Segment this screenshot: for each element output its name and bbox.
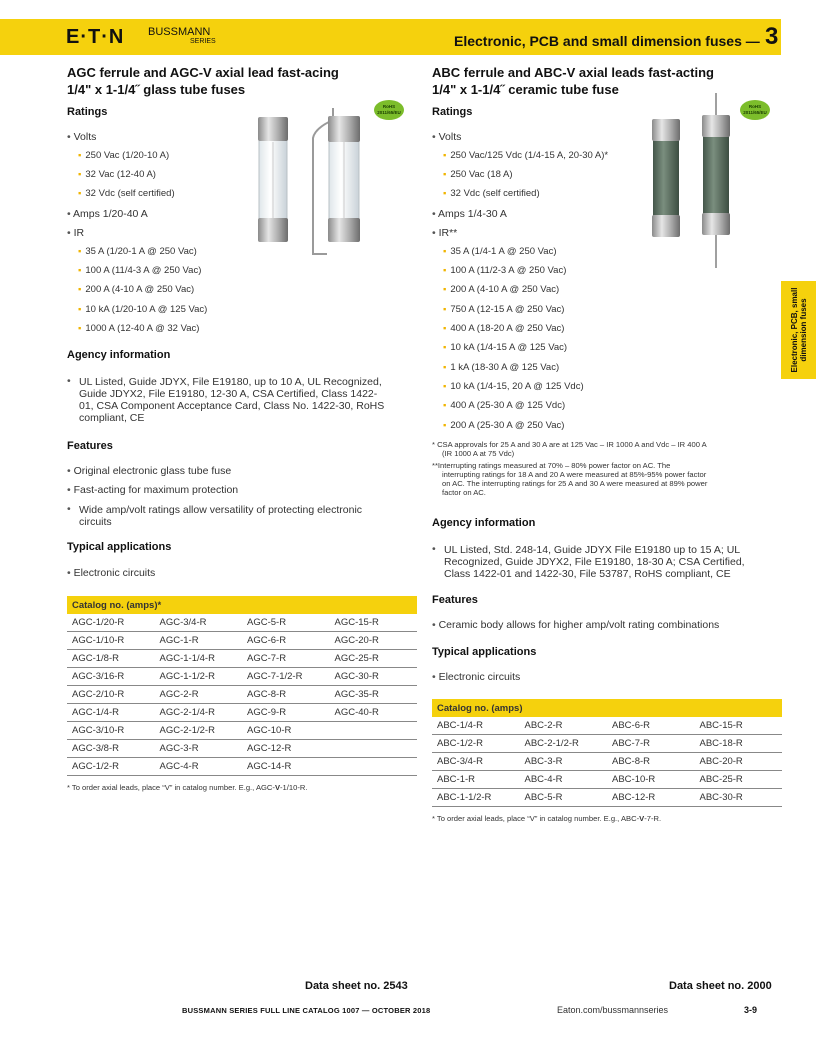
table-cell: AGC-14-R xyxy=(242,758,330,776)
left-ir-item: ▪ 10 kA (1/20-10 A @ 125 Vac) xyxy=(78,304,208,315)
left-rohs-badge: RoHS 2011/65/EU xyxy=(374,100,404,120)
table-cell: ABC-5-R xyxy=(520,789,608,807)
right-ir-item: ▪ 200 A (25-30 A @ 250 Vac) xyxy=(443,420,565,431)
left-feature-item: • Fast-acting for maximum protection xyxy=(67,484,239,496)
table-cell: AGC-2/10-R xyxy=(67,686,155,704)
table-cell: AGC-1/8-R xyxy=(67,650,155,668)
table-cell: AGC-1/20-R xyxy=(67,614,155,632)
left-ir-item: ▪ 1000 A (12-40 A @ 32 Vac) xyxy=(78,323,200,334)
table-cell: AGC-3/4-R xyxy=(155,614,243,632)
left-volts-item: ▪ 250 Vac (1/20-10 A) xyxy=(78,150,170,161)
left-volts: • Volts xyxy=(67,131,97,143)
table-cell: AGC-1-1/2-R xyxy=(155,668,243,686)
table-header: Catalog no. (amps) xyxy=(432,699,782,717)
table-cell: AGC-3/8-R xyxy=(67,740,155,758)
table-cell xyxy=(330,758,418,776)
agc-ferrule-fuse xyxy=(258,117,288,242)
right-volts-item: ▪ 32 Vdc (self certified) xyxy=(443,188,540,199)
section-number: 3 xyxy=(765,23,779,50)
right-ir-item: ▪ 10 kA (1/4-15, 20 A @ 125 Vdc) xyxy=(443,381,584,392)
left-features-heading: Features xyxy=(67,440,113,452)
right-agency-bullet: • xyxy=(432,543,436,555)
table-row xyxy=(67,758,417,776)
table-cell xyxy=(330,722,418,740)
right-ir: • IR** xyxy=(432,227,458,239)
agc-v-axial-fuse xyxy=(313,108,360,254)
table-row xyxy=(67,686,417,704)
left-datasheet-number: Data sheet no. 2543 xyxy=(305,980,408,992)
right-ir-item: ▪ 400 A (25-30 A @ 125 Vdc) xyxy=(443,400,566,411)
abc-fuse-image xyxy=(645,93,735,268)
right-volts: • Volts xyxy=(432,131,462,143)
left-application-item: • Electronic circuits xyxy=(67,567,156,579)
table-row xyxy=(67,704,417,722)
abc-catalog-table xyxy=(432,699,782,807)
right-title-line1: ABC ferrule and ABC-V axial leads fast-acting xyxy=(432,65,714,80)
table-cell: ABC-12-R xyxy=(607,789,695,807)
table-cell: ABC-2-R xyxy=(520,717,608,735)
table-cell: ABC-3-R xyxy=(520,753,608,771)
table-row xyxy=(67,614,417,632)
left-table-note: * To order axial leads, place “V” in catalog number. E.g., AGC-V-1/10-R. xyxy=(67,783,308,792)
table-cell: AGC-1/10-R xyxy=(67,632,155,650)
right-ir-item: ▪ 750 A (12-15 A @ 250 Vac) xyxy=(443,304,565,315)
agc-catalog-table xyxy=(67,596,417,776)
left-agency-heading: Agency information xyxy=(67,349,171,361)
table-cell: AGC-1/4-R xyxy=(67,704,155,722)
left-feature-item: • Original electronic glass tube fuse xyxy=(67,465,232,477)
right-ir-item: ▪ 10 kA (1/4-15 A @ 125 Vac) xyxy=(443,342,568,353)
table-cell: AGC-1-R xyxy=(155,632,243,650)
right-title-line2: 1/4" x 1-1/4˝ ceramic tube fuse xyxy=(432,82,619,97)
right-ir-item: ▪ 400 A (18-20 A @ 250 Vac) xyxy=(443,323,565,334)
right-agency-text: UL Listed, Std. 248-14, Guide JDYX File E19180 up to 15 A; UL Recognized, Guide JDYX2, File E19180, 18-30 A; CSA Certified, Class 1422-01 and 1422-30, File 53787, RoHS compliant, CE xyxy=(444,544,745,580)
side-tab-label: Electronic, PCB, small dimension fuses xyxy=(789,287,808,373)
table-row xyxy=(67,650,417,668)
table-cell: ABC-18-R xyxy=(695,735,783,753)
table-cell: AGC-8-R xyxy=(242,686,330,704)
section-title: Electronic, PCB and small dimension fuses — xyxy=(454,33,760,49)
table-cell: AGC-10-R xyxy=(242,722,330,740)
table-cell: ABC-15-R xyxy=(695,717,783,735)
table-cell: AGC-25-R xyxy=(330,650,418,668)
table-cell: ABC-2-1/2-R xyxy=(520,735,608,753)
right-ir-item: ▪ 100 A (11/2-3 A @ 250 Vac) xyxy=(443,265,567,276)
left-ir-item: ▪ 35 A (1/20-1 A @ 250 Vac) xyxy=(78,246,197,257)
table-cell: ABC-3/4-R xyxy=(432,753,520,771)
table-cell: AGC-20-R xyxy=(330,632,418,650)
left-agency-bullet: • xyxy=(67,375,71,387)
right-volts-item: ▪ 250 Vac (18 A) xyxy=(443,169,513,180)
right-ir-item: ▪ 200 A (4-10 A @ 250 Vac) xyxy=(443,284,560,295)
page-number: 3-9 xyxy=(744,1005,758,1015)
table-row xyxy=(432,771,782,789)
table-cell: AGC-12-R xyxy=(242,740,330,758)
table-cell: AGC-40-R xyxy=(330,704,418,722)
left-volts-item: ▪ 32 Vac (12-40 A) xyxy=(78,169,156,180)
table-cell: AGC-3/10-R xyxy=(67,722,155,740)
right-ir-item: ▪ 1 kA (18-30 A @ 125 Vac) xyxy=(443,362,560,373)
right-ratings-heading: Ratings xyxy=(432,106,473,118)
abc-v-axial-fuse xyxy=(702,93,730,268)
table-cell: ABC-7-R xyxy=(607,735,695,753)
agc-fuse-image xyxy=(255,108,375,258)
table-cell: ABC-1-R xyxy=(432,771,520,789)
table-cell: ABC-8-R xyxy=(607,753,695,771)
table-cell: AGC-7-R xyxy=(242,650,330,668)
table-cell: AGC-35-R xyxy=(330,686,418,704)
table-cell: AGC-3/16-R xyxy=(67,668,155,686)
table-cell: ABC-4-R xyxy=(520,771,608,789)
footer-catalog: BUSSMANN SERIES FULL LINE CATALOG 1007 — OCTOBER 2018 xyxy=(182,1006,431,1015)
table-cell: AGC-1/2-R xyxy=(67,758,155,776)
left-title-line2: 1/4" x 1-1/4˝ glass tube fuses xyxy=(67,82,246,97)
right-applications-heading: Typical applications xyxy=(432,646,537,658)
table-row xyxy=(67,668,417,686)
left-feature-item: • xyxy=(67,503,71,515)
right-datasheet-number: Data sheet no. 2000 xyxy=(669,980,772,992)
table-cell: ABC-20-R xyxy=(695,753,783,771)
table-cell: ABC-6-R xyxy=(607,717,695,735)
table-cell: AGC-3-R xyxy=(155,740,243,758)
footer-url-link[interactable]: Eaton.com/bussmannseries xyxy=(557,1005,669,1015)
table-row xyxy=(67,632,417,650)
right-ir-item: ▪ 35 A (1/4-1 A @ 250 Vac) xyxy=(443,246,557,257)
right-table-note: * To order axial leads, place “V” in catalog number. E.g., ABC-V-7-R. xyxy=(432,814,662,823)
table-cell xyxy=(330,740,418,758)
right-feature-item: • Ceramic body allows for higher amp/volt rating combinations xyxy=(432,619,720,631)
table-cell: AGC-6-R xyxy=(242,632,330,650)
eaton-logo: E·T·N xyxy=(66,26,125,48)
left-amps: • Amps 1/20-40 A xyxy=(67,208,148,220)
table-header: Catalog no. (amps)* xyxy=(67,596,417,614)
table-cell: ABC-1/2-R xyxy=(432,735,520,753)
table-cell: AGC-30-R xyxy=(330,668,418,686)
table-cell: ABC-1/4-R xyxy=(432,717,520,735)
table-cell: ABC-1-1/2-R xyxy=(432,789,520,807)
left-title-line1: AGC ferrule and AGC-V axial lead fast-acing xyxy=(67,65,339,80)
right-rohs-badge: RoHS 2011/65/EU xyxy=(740,100,770,120)
table-cell: AGC-2-1/4-R xyxy=(155,704,243,722)
left-feature-wide: Wide amp/volt ratings allow versatility of protecting electronic circuits xyxy=(79,504,363,528)
left-ir-item: ▪ 100 A (11/4-3 A @ 250 Vac) xyxy=(78,265,202,276)
bussmann-brand: BUSSMANN xyxy=(148,26,211,38)
right-features-heading: Features xyxy=(432,594,478,606)
left-agency-text: UL Listed, Guide JDYX, File E19180, up to 10 A, UL Recognized, Guide JDYX2, File E19180, 12-30 A, CSA Certified, Class 1422- 01, CSA Component Acceptance Card, Class No. 1422-30, RoHS compliant, CE xyxy=(79,376,385,424)
right-volts-item: ▪ 250 Vac/125 Vdc (1/4-15 A, 20-30 A)* xyxy=(443,150,609,161)
right-amps: • Amps 1/4-30 A xyxy=(432,208,507,220)
right-note-interrupting: **Interrupting ratings measured at 70% – 80% power factor on AC. The interrupting ratings for 18 A and 20 A were measured at 85%-95% power factor on AC. The interrupting ratings for 25 A and 30 A were measured at 89% power factor on AC. xyxy=(432,461,708,497)
right-note-csa: * CSA approvals for 25 A and 30 A are at 125 Vac – IR 1000 A and Vdc – IR 400 A (IR 1000 A at 75 Vdc) xyxy=(432,440,707,458)
table-cell: AGC-4-R xyxy=(155,758,243,776)
table-cell: AGC-9-R xyxy=(242,704,330,722)
abc-ferrule-fuse xyxy=(652,119,680,237)
table-row xyxy=(432,789,782,807)
table-cell: AGC-1-1/4-R xyxy=(155,650,243,668)
table-cell: ABC-30-R xyxy=(695,789,783,807)
table-cell: ABC-25-R xyxy=(695,771,783,789)
table-cell: AGC-2-R xyxy=(155,686,243,704)
table-cell: AGC-15-R xyxy=(330,614,418,632)
table-cell: AGC-7-1/2-R xyxy=(242,668,330,686)
table-row xyxy=(67,740,417,758)
table-row xyxy=(432,753,782,771)
table-cell: AGC-5-R xyxy=(242,614,330,632)
table-row xyxy=(432,717,782,735)
table-header-row xyxy=(67,596,417,614)
right-agency-heading: Agency information xyxy=(432,517,536,529)
left-volts-item: ▪ 32 Vdc (self certified) xyxy=(78,188,175,199)
left-ratings-heading: Ratings xyxy=(67,106,108,118)
table-header-row xyxy=(432,699,782,717)
left-ir-item: ▪ 200 A (4-10 A @ 250 Vac) xyxy=(78,284,195,295)
table-cell: ABC-10-R xyxy=(607,771,695,789)
table-row xyxy=(67,722,417,740)
bussmann-series: SERIES xyxy=(190,38,216,45)
table-cell: AGC-2-1/2-R xyxy=(155,722,243,740)
table-row xyxy=(432,735,782,753)
right-application-item: • Electronic circuits xyxy=(432,671,521,683)
left-ir: • IR xyxy=(67,227,85,239)
left-applications-heading: Typical applications xyxy=(67,541,172,553)
